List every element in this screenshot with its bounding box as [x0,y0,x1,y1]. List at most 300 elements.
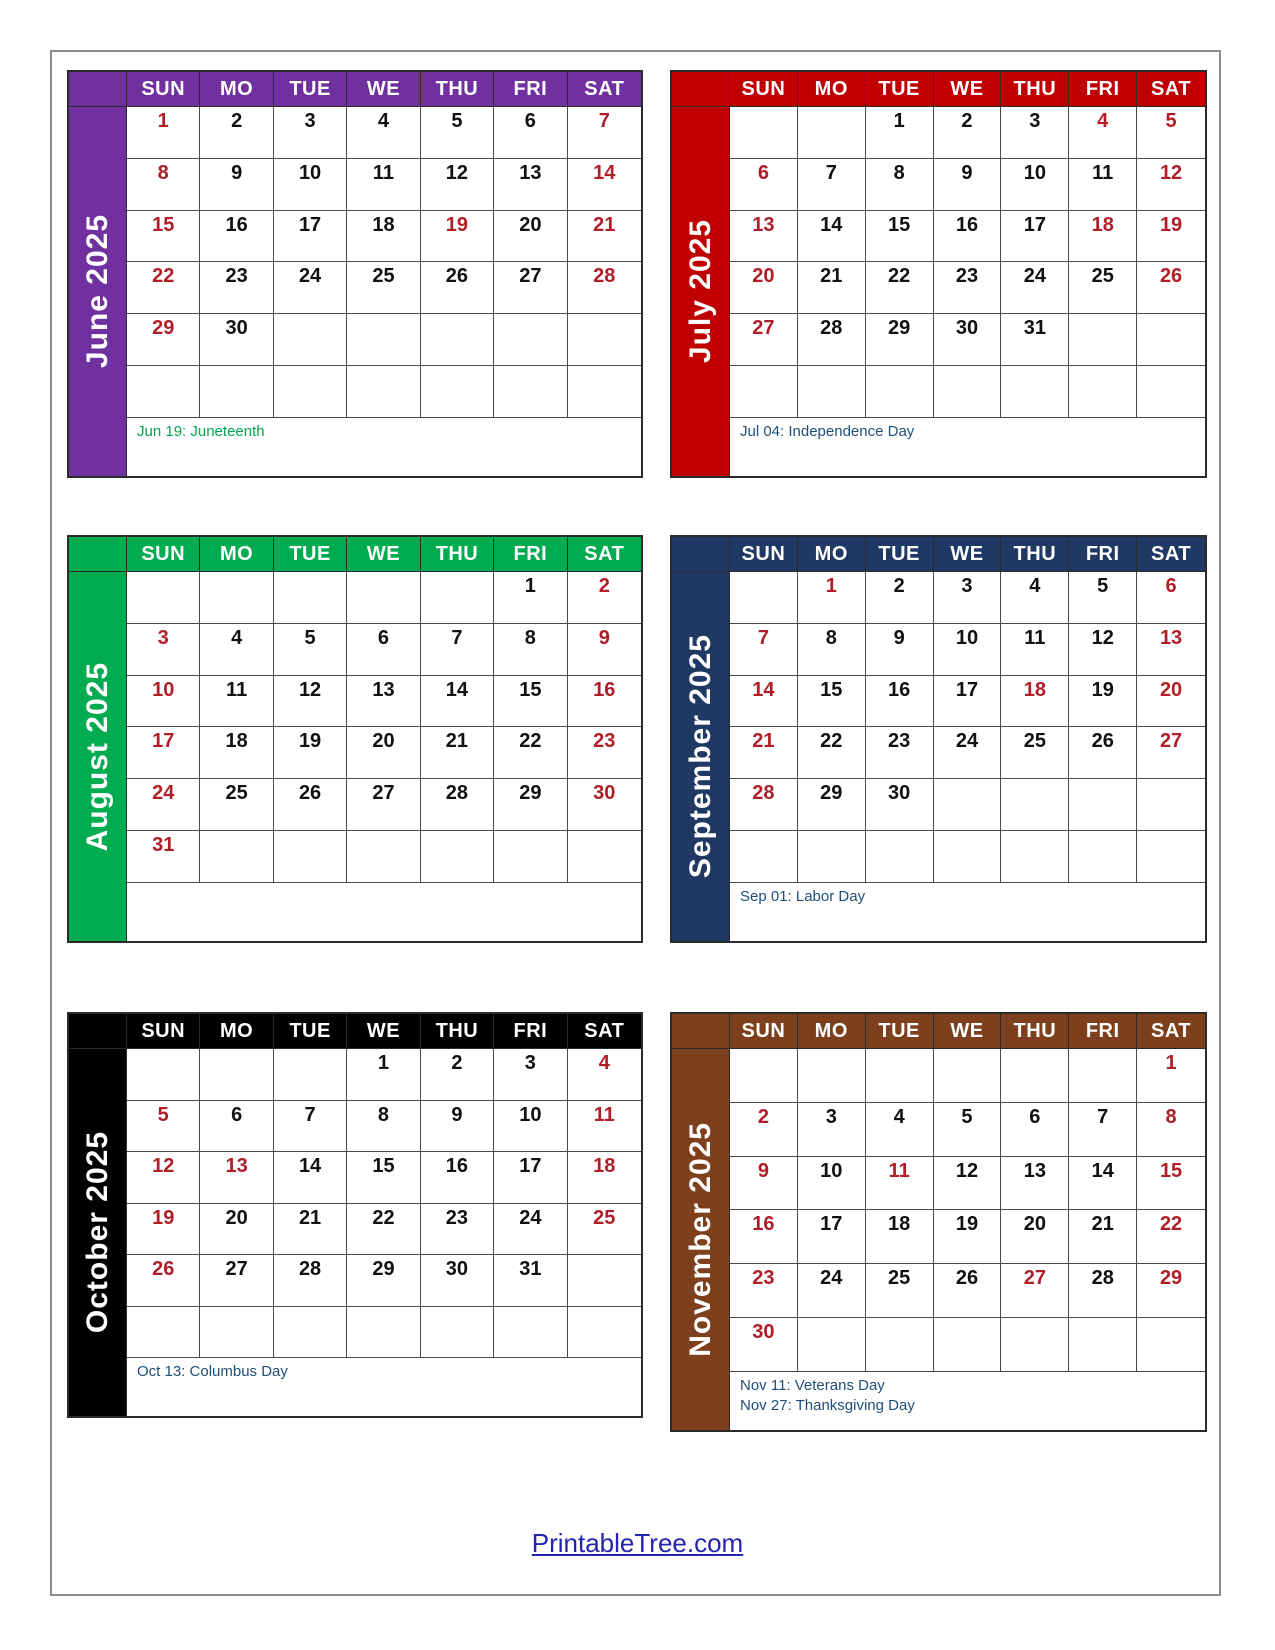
day-header-fri: FRI [1069,72,1137,107]
day-header-thu: THU [421,72,494,107]
date-cell: 26 [1069,727,1137,779]
month-title: July 2025 [683,219,717,364]
date-cell: 4 [866,1103,934,1157]
date-cell: 16 [421,1152,494,1204]
date-cell: 13 [200,1152,273,1204]
date-cell-empty [1137,1318,1205,1372]
month-sidebar [69,107,127,476]
date-cell-empty [1069,1049,1137,1103]
date-cell: 30 [730,1318,798,1372]
date-cell: 23 [200,262,273,314]
month-september-2025 [670,535,1207,943]
holiday-note: Nov 11: Veterans Day [740,1376,885,1394]
date-cell-empty [274,1307,347,1359]
date-cell: 21 [421,727,494,779]
month-august-2025 [67,535,643,943]
date-cell: 21 [568,211,641,263]
date-cell-empty [1137,779,1205,831]
date-cell: 4 [568,1049,641,1101]
date-cell: 26 [274,779,347,831]
date-cell: 16 [866,676,934,728]
day-header-tue: TUE [274,72,347,107]
date-cell: 1 [347,1049,420,1101]
date-cell: 21 [798,262,866,314]
date-cell: 10 [1001,159,1069,211]
date-cell: 2 [730,1103,798,1157]
date-cell: 22 [347,1204,420,1256]
date-cell: 13 [494,159,567,211]
month-november-2025 [670,1012,1207,1432]
day-header-fri: FRI [494,1014,567,1049]
date-cell: 23 [934,262,1002,314]
header-corner-cell [69,1014,127,1049]
date-cell-empty [1001,779,1069,831]
date-cell: 27 [1137,727,1205,779]
date-cell: 25 [1001,727,1069,779]
date-cell-empty [1137,314,1205,366]
date-cell: 5 [127,1101,200,1153]
date-cell-empty [866,1318,934,1372]
date-cell-empty [798,1049,866,1103]
date-cell-empty [347,572,420,624]
date-cell: 28 [730,779,798,831]
month-title: October 2025 [80,1131,114,1334]
date-cell: 14 [421,676,494,728]
date-cell: 7 [274,1101,347,1153]
date-cell: 26 [1137,262,1205,314]
date-cell: 11 [866,1157,934,1211]
date-cell: 1 [494,572,567,624]
day-header-we: WE [347,1014,420,1049]
date-cell: 27 [730,314,798,366]
date-cell: 14 [274,1152,347,1204]
date-cell: 29 [866,314,934,366]
day-header-mo: MO [200,1014,273,1049]
day-header-mo: MO [798,1014,866,1049]
date-cell-empty [568,1255,641,1307]
date-cell: 30 [421,1255,494,1307]
date-cell: 10 [494,1101,567,1153]
header-corner-cell [672,72,730,107]
date-cell: 25 [200,779,273,831]
date-cell: 6 [494,107,567,159]
date-cell: 7 [798,159,866,211]
month-sidebar [69,572,127,941]
day-header-fri: FRI [1069,1014,1137,1049]
day-header-thu: THU [421,1014,494,1049]
date-cell-empty [127,572,200,624]
date-cell: 14 [568,159,641,211]
date-cell-empty [798,831,866,883]
month-title: August 2025 [80,661,114,852]
month-october-2025 [67,1012,643,1418]
date-cell: 15 [494,676,567,728]
date-cell: 26 [127,1255,200,1307]
date-cell-empty [1069,1318,1137,1372]
date-cell: 20 [200,1204,273,1256]
date-cell: 24 [127,779,200,831]
date-cell: 24 [798,1264,866,1318]
date-cell: 25 [1069,262,1137,314]
date-cell: 5 [421,107,494,159]
date-cell: 15 [127,211,200,263]
date-cell: 4 [1069,107,1137,159]
day-header-thu: THU [1001,1014,1069,1049]
day-header-mo: MO [200,537,273,572]
date-cell-empty [798,1318,866,1372]
date-cell-empty [347,366,420,418]
date-cell: 15 [866,211,934,263]
day-header-thu: THU [1001,537,1069,572]
date-cell: 12 [127,1152,200,1204]
date-cell-empty [1137,831,1205,883]
date-cell: 20 [1001,1210,1069,1264]
date-cell: 22 [798,727,866,779]
date-cell: 17 [934,676,1002,728]
date-cell-empty [730,572,798,624]
day-header-we: WE [347,537,420,572]
date-cell-empty [494,366,567,418]
date-cell-empty [1069,314,1137,366]
date-cell-empty [347,314,420,366]
date-cell: 7 [568,107,641,159]
day-header-tue: TUE [866,537,934,572]
date-cell: 18 [866,1210,934,1264]
date-cell: 9 [568,624,641,676]
date-cell: 16 [730,1210,798,1264]
date-cell: 27 [347,779,420,831]
date-cell: 14 [1069,1157,1137,1211]
date-cell: 15 [1137,1157,1205,1211]
date-cell: 17 [274,211,347,263]
date-cell-empty [934,779,1002,831]
date-cell: 30 [934,314,1002,366]
day-header-tue: TUE [866,1014,934,1049]
day-header-we: WE [934,72,1002,107]
holiday-note: Sep 01: Labor Day [740,887,866,905]
date-cell: 9 [421,1101,494,1153]
date-cell-empty [798,107,866,159]
holiday-notes [730,883,1205,941]
date-cell-empty [1001,366,1069,418]
date-cell: 13 [1001,1157,1069,1211]
date-cell-empty [730,1049,798,1103]
date-cell: 8 [347,1101,420,1153]
date-cell: 8 [866,159,934,211]
month-title: June 2025 [80,214,114,369]
date-cell: 17 [1001,211,1069,263]
date-cell-empty [494,831,567,883]
day-header-tue: TUE [274,1014,347,1049]
date-cell: 28 [798,314,866,366]
holiday-note: Oct 13: Columbus Day [137,1363,288,1380]
date-cell-empty [934,1318,1002,1372]
date-cell: 10 [127,676,200,728]
date-cell: 11 [568,1101,641,1153]
date-cell: 9 [200,159,273,211]
date-cell: 7 [730,624,798,676]
date-cell: 9 [730,1157,798,1211]
month-sidebar [672,572,730,941]
date-cell: 24 [274,262,347,314]
date-cell: 6 [200,1101,273,1153]
date-cell-empty [730,107,798,159]
date-cell: 16 [568,676,641,728]
date-cell: 12 [421,159,494,211]
day-header-sun: SUN [730,537,798,572]
date-cell-empty [421,314,494,366]
date-cell-empty [730,831,798,883]
date-cell: 2 [568,572,641,624]
month-sidebar [69,1049,127,1416]
date-cell: 9 [866,624,934,676]
day-header-sat: SAT [1137,72,1205,107]
date-cell: 12 [934,1157,1002,1211]
month-title: November 2025 [683,1122,717,1357]
date-cell: 23 [421,1204,494,1256]
day-header-we: WE [347,72,420,107]
day-header-fri: FRI [494,537,567,572]
footer-link[interactable]: PrintableTree.com [531,1528,744,1558]
date-cell-empty [1069,831,1137,883]
date-cell: 25 [347,262,420,314]
date-cell: 17 [798,1210,866,1264]
date-cell-empty [200,1307,273,1359]
day-header-mo: MO [798,72,866,107]
date-cell: 6 [730,159,798,211]
date-cell: 22 [866,262,934,314]
date-cell-empty [127,1307,200,1359]
date-cell: 4 [1001,572,1069,624]
month-title: September 2025 [683,634,717,879]
date-cell-empty [347,1307,420,1359]
date-cell: 5 [1137,107,1205,159]
date-cell: 2 [421,1049,494,1101]
date-cell: 31 [494,1255,567,1307]
date-cell-empty [200,572,273,624]
date-cell: 9 [934,159,1002,211]
date-cell: 2 [934,107,1002,159]
header-corner-cell [69,537,127,572]
date-cell-empty [730,366,798,418]
date-cell-empty [200,831,273,883]
date-cell: 20 [347,727,420,779]
footer [0,1528,1275,1559]
date-cell: 21 [1069,1210,1137,1264]
date-cell-empty [798,366,866,418]
date-cell: 16 [200,211,273,263]
holiday-note: Jun 19: Juneteenth [137,422,265,440]
date-cell: 2 [200,107,273,159]
date-cell: 18 [1069,211,1137,263]
month-sidebar [672,1049,730,1430]
date-cell-empty [494,1307,567,1359]
date-cell-empty [568,314,641,366]
day-header-sat: SAT [1137,1014,1205,1049]
date-cell-empty [1001,1318,1069,1372]
date-cell: 13 [1137,624,1205,676]
date-cell: 13 [730,211,798,263]
date-cell-empty [934,1049,1002,1103]
date-cell: 8 [127,159,200,211]
date-cell: 4 [347,107,420,159]
date-cell: 19 [934,1210,1002,1264]
date-cell-empty [127,366,200,418]
date-cell: 22 [494,727,567,779]
date-cell: 18 [347,211,420,263]
date-cell: 3 [1001,107,1069,159]
day-header-sun: SUN [730,72,798,107]
date-cell-empty [1069,366,1137,418]
date-cell: 30 [200,314,273,366]
date-cell: 27 [1001,1264,1069,1318]
date-cell: 30 [866,779,934,831]
date-cell: 25 [866,1264,934,1318]
date-cell: 21 [274,1204,347,1256]
date-cell: 22 [1137,1210,1205,1264]
date-cell: 5 [934,1103,1002,1157]
date-cell: 6 [1001,1103,1069,1157]
date-cell: 3 [934,572,1002,624]
date-cell: 21 [730,727,798,779]
date-cell: 30 [568,779,641,831]
day-header-mo: MO [200,72,273,107]
date-cell: 8 [1137,1103,1205,1157]
date-cell: 28 [421,779,494,831]
date-cell: 27 [200,1255,273,1307]
date-cell: 11 [347,159,420,211]
month-july-2025 [670,70,1207,478]
date-cell: 1 [1137,1049,1205,1103]
date-cell: 26 [421,262,494,314]
date-cell: 22 [127,262,200,314]
date-cell: 10 [934,624,1002,676]
date-cell: 23 [866,727,934,779]
date-cell: 31 [127,831,200,883]
month-june-2025 [67,70,643,478]
day-header-sat: SAT [568,72,641,107]
date-cell: 16 [934,211,1002,263]
date-cell-empty [866,831,934,883]
date-cell: 17 [127,727,200,779]
holiday-notes [127,1358,641,1416]
date-cell-empty [934,366,1002,418]
date-cell: 3 [274,107,347,159]
date-cell: 24 [494,1204,567,1256]
date-cell-empty [347,831,420,883]
holiday-notes [730,418,1205,476]
date-cell: 23 [568,727,641,779]
date-cell: 6 [1137,572,1205,624]
date-cell: 29 [494,779,567,831]
date-cell: 12 [1069,624,1137,676]
date-cell: 1 [127,107,200,159]
date-cell: 11 [1001,624,1069,676]
date-cell: 18 [1001,676,1069,728]
date-cell: 8 [494,624,567,676]
date-cell: 2 [866,572,934,624]
date-cell-empty [1069,779,1137,831]
date-cell: 5 [274,624,347,676]
day-header-sun: SUN [730,1014,798,1049]
date-cell: 20 [730,262,798,314]
date-cell-empty [421,1307,494,1359]
day-header-mo: MO [798,537,866,572]
day-header-thu: THU [421,537,494,572]
date-cell: 12 [274,676,347,728]
day-header-we: WE [934,537,1002,572]
date-cell: 7 [1069,1103,1137,1157]
date-cell-empty [274,831,347,883]
date-cell: 20 [494,211,567,263]
date-cell-empty [421,366,494,418]
date-cell-empty [568,1307,641,1359]
date-cell: 20 [1137,676,1205,728]
day-header-tue: TUE [274,537,347,572]
header-corner-cell [69,72,127,107]
date-cell-empty [421,831,494,883]
day-header-thu: THU [1001,72,1069,107]
date-cell: 29 [798,779,866,831]
day-header-sat: SAT [568,537,641,572]
date-cell: 3 [127,624,200,676]
day-header-sun: SUN [127,1014,200,1049]
date-cell-empty [200,366,273,418]
date-cell: 19 [274,727,347,779]
date-cell: 25 [568,1204,641,1256]
holiday-note: Jul 04: Independence Day [740,422,915,440]
date-cell: 6 [347,624,420,676]
date-cell: 19 [1137,211,1205,263]
date-cell: 1 [866,107,934,159]
date-cell: 19 [1069,676,1137,728]
day-header-sun: SUN [127,72,200,107]
date-cell-empty [127,1049,200,1101]
holiday-notes [127,883,641,941]
date-cell: 15 [798,676,866,728]
date-cell: 1 [798,572,866,624]
holiday-notes [127,418,641,476]
date-cell: 24 [1001,262,1069,314]
day-header-sun: SUN [127,537,200,572]
date-cell: 8 [798,624,866,676]
date-cell-empty [1001,831,1069,883]
date-cell: 29 [347,1255,420,1307]
day-header-fri: FRI [494,72,567,107]
day-header-we: WE [934,1014,1002,1049]
date-cell: 28 [274,1255,347,1307]
date-cell: 11 [1069,159,1137,211]
date-cell-empty [494,314,567,366]
header-corner-cell [672,537,730,572]
date-cell-empty [274,314,347,366]
date-cell: 17 [494,1152,567,1204]
date-cell: 10 [274,159,347,211]
date-cell: 3 [494,1049,567,1101]
date-cell-empty [1001,1049,1069,1103]
day-header-fri: FRI [1069,537,1137,572]
date-cell: 27 [494,262,567,314]
date-cell: 28 [1069,1264,1137,1318]
date-cell: 10 [798,1157,866,1211]
date-cell: 7 [421,624,494,676]
date-cell-empty [1137,366,1205,418]
date-cell-empty [568,831,641,883]
date-cell: 28 [568,262,641,314]
date-cell-empty [274,366,347,418]
date-cell-empty [866,366,934,418]
header-corner-cell [672,1014,730,1049]
